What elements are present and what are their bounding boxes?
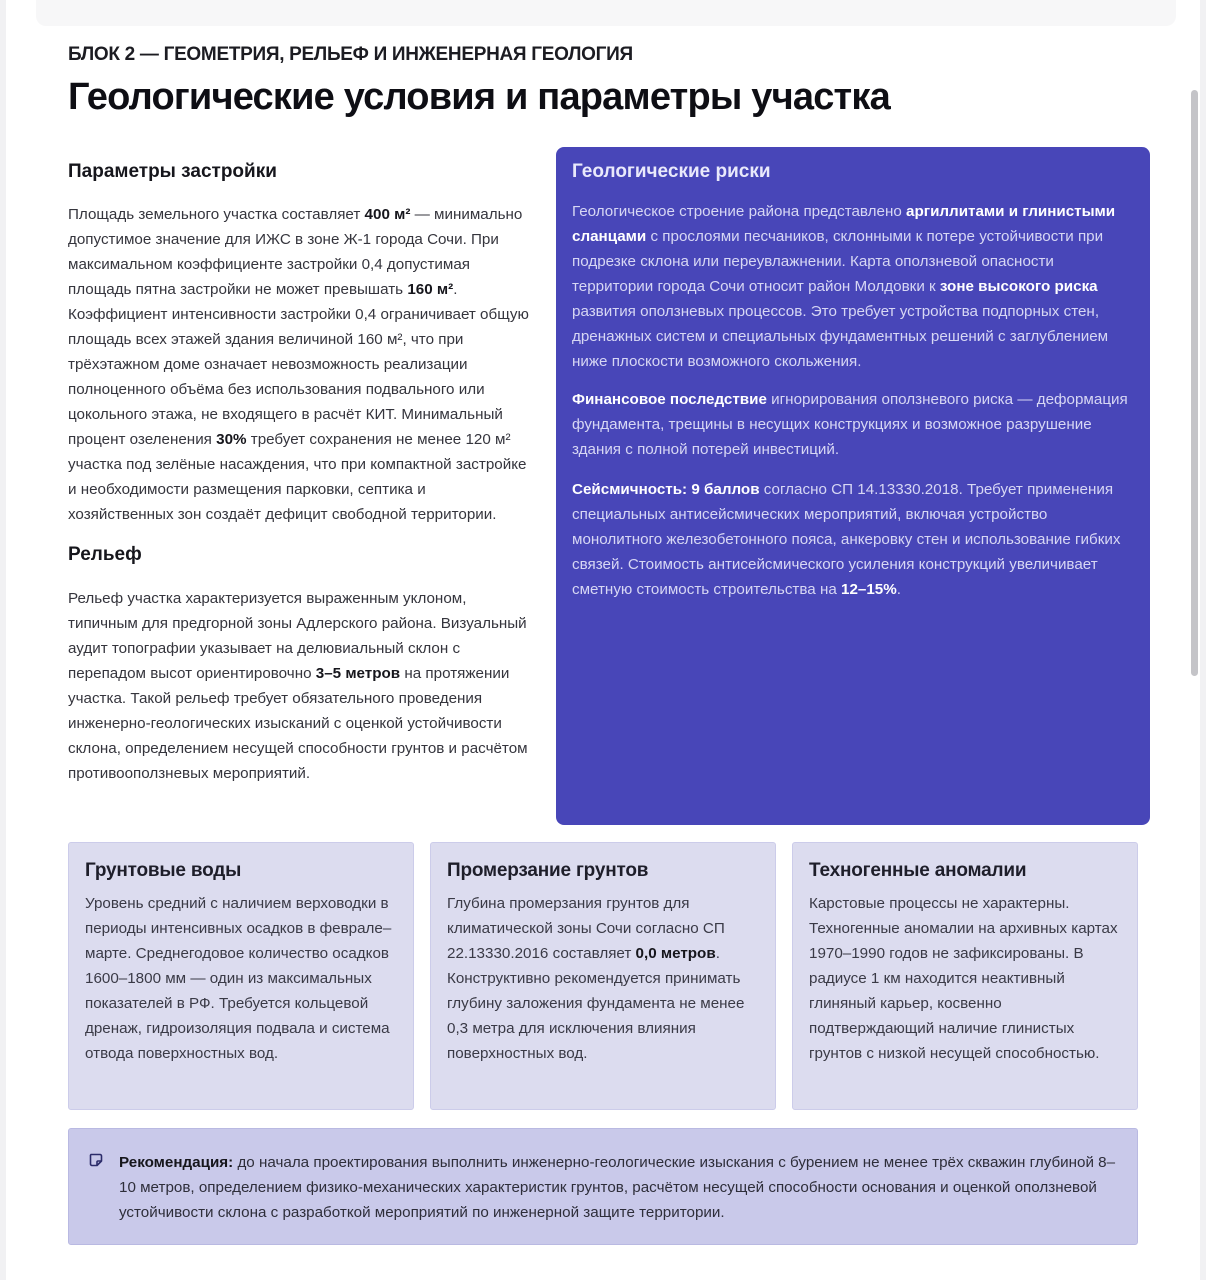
- risks-paragraph-seismic: Сейсмичность: 9 баллов согласно СП 14.13330.2018. Требует применения специальных антисейсмических мероприятий, включая устройство монолитного железобетонного пояса, анкеровку стен и использование гибких связей. Стоимость антисейсмического усиления конструкций увеличивает сметную стоимость строительства на 12–15%.: [572, 481, 1121, 598]
- recommendation-text: Рекомендация: до начала проектирования выполнить инженерно-геологические изыскания с бурением не менее трёх скважин глубиной 8–10 метров, определением физико-механических характеристик грунтов, расчётом несущей способности основания и оценкой оползневой устойчивости склона с разработкой мероприятий по инженерной защите территории.: [119, 1154, 1116, 1221]
- page-title: Геологические условия и параметры участка: [68, 76, 890, 118]
- risks-heading: Геологические риски: [572, 161, 771, 182]
- anomalies-title: Техногенные аномалии: [809, 860, 1027, 881]
- document-page: [6, 0, 1200, 1280]
- anomalies-card: [792, 842, 1138, 1110]
- footprint-limit-value: 160 м²: [407, 281, 454, 298]
- groundwater-card: [68, 842, 414, 1110]
- freezing-text: Глубина промерзания грунтов для климатической зоны Сочи согласно СП 22.13330.2016 составляет 0,0 метров. Конструктивно рекомендуется принимать глубину заложения фундамента не менее 0,3 метра для исключения влияния поверхностных вод.: [447, 895, 745, 1062]
- geological-risks-card: [556, 147, 1150, 825]
- groundwater-text: Уровень средний с наличием верховодки в периоды интенсивных осадков в феврале–марте. Среднегодовое количество осадков 1600–1800 мм — один из максимальных показателей в РФ. Требуется кольцевой дренаж, гидроизоляция подвала и система отвода поверхностных вод.: [85, 895, 392, 1062]
- greening-percent-value: 30%: [216, 431, 247, 448]
- freezing-title: Промерзание грунтов: [447, 860, 649, 881]
- recommendation-label: Рекомендация:: [119, 1154, 234, 1171]
- top-bar: [36, 0, 1176, 26]
- relief-text: Рельеф участка характеризуется выраженным уклоном, типичным для предгорной зоны Адлерского района. Визуальный аудит топографии указывает на делювиальный склон с перепадом высот ориентировочно 3–5 метров на протяжении участка. Такой рельеф требует обязательного проведения инженерно-геологических изысканий с оценкой устойчивости склона, определением несущей способности грунтов и расчётом противооползневых мероприятий.: [68, 590, 528, 782]
- risks-paragraph-financial: Финансовое последствие игнорирования оползневого риска — деформация фундамента, трещины в несущих конструкциях и возможное разрушение здания с полной потерей инвестиций.: [572, 391, 1128, 458]
- groundwater-title: Грунтовые воды: [85, 860, 242, 881]
- plot-area-value: 400 м²: [364, 206, 411, 223]
- height-difference-value: 3–5 метров: [315, 665, 401, 682]
- anomalies-text: Карстовые процессы не характерны. Техногенные аномалии на архивных картах 1970–1990 годов не зафиксированы. В радиусе 1 км находится неактивный глиняный карьер, косвенно подтверждающий наличие глинистых грунтов с низкой несущей способностью.: [809, 895, 1118, 1062]
- section-kicker: БЛОК 2 — ГЕОМЕТРИЯ, РЕЛЬЕФ И ИНЖЕНЕРНАЯ ГЕОЛОГИЯ: [68, 44, 633, 65]
- freezing-card: [430, 842, 776, 1110]
- relief-heading: Рельеф: [68, 544, 142, 565]
- info-cards-row: [68, 842, 1138, 1110]
- note-icon: [89, 1153, 103, 1167]
- risks-paragraph-geology: Геологическое строение района представлено аргиллитами и глинистыми сланцами с прослоями песчаников, склонными к потере устойчивости при подрезке склона или переувлажнении. Карта оползневой опасности территории города Сочи относит район Молдовки к зоне высокого риска развития оползневых процессов. Это требует устройства подпорных стен, дренажных систем и специальных фундаментных решений с заглублением ниже плоскости возможного скольжения.: [572, 203, 1116, 370]
- parameters-text: Площадь земельного участка составляет 400 м² — минимально допустимое значение для ИЖС в зоне Ж-1 города Сочи. При максимальном коэффициенте застройки 0,4 допустимая площадь пятна застройки не может превышать 160 м². Коэффициент интенсивности застройки 0,4 ограничивает общую площадь всех этажей здания величиной 160 м², что при трёхэтажном доме означает невозможность реализации полноценного объёма без использования подвального или цокольного этажа, не входящего в расчёт КИТ. Минимальный процент озеленения 30% требует сохранения не менее 120 м² участка под зелёные насаждения, что при компактной застройке и необходимости размещения парковки, септика и хозяйственных зон создаёт дефицит свободной территории.: [68, 206, 529, 523]
- parameters-heading: Параметры застройки: [68, 161, 277, 182]
- left-column: [68, 160, 530, 786]
- scrollbar[interactable]: [1191, 90, 1198, 676]
- recommendation-box: [68, 1128, 1138, 1245]
